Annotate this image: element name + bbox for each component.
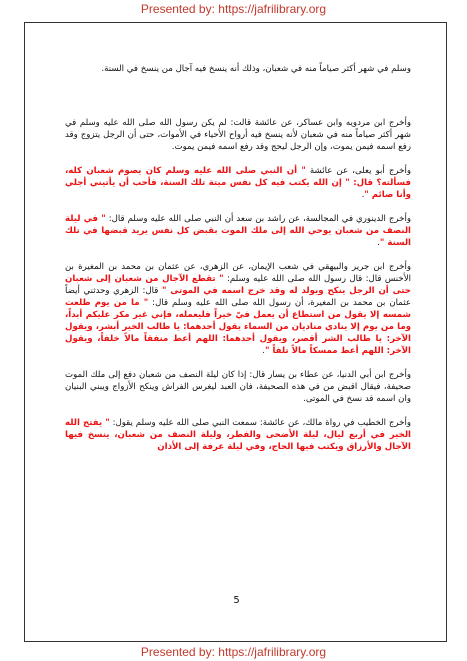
paragraph-2-text: وأخرج ابن مردويه وابن عساكر، عن عائشة قالت: لم يكن رسول الله صلى الله عليه وسلم في شهر أكثر صياماً منه في شعبان لأنه ينسخ فيه أرواح الأحياء في الأموات، حتى أن الرجل يتزوج وقد رفع اسمه فيمن يموت، وإن الرجل ليحج وقد رفع اسمه فيمن يموت. — [65, 118, 411, 152]
paragraph-5-text: وأخرج ابن جرير والبيهقي في شعب الإيمان، عن الزهري، عن عثمان بن محمد بن المغيرة بن الأخنس قال: قال رسول الله صلى الله عليه وسلم: — [65, 262, 411, 284]
paragraph-4-quote: " في ليلة النصف من شعبان يوحي الله إلى ملك الموت بقبض كل نفس يريد قبضها في تلك السنة " — [65, 214, 411, 248]
paragraph-5-end: . — [262, 346, 265, 356]
paragraph-3-text: وأخرج أبو يعلى، عن عائشة — [305, 166, 412, 176]
paragraph-7 — [65, 417, 411, 453]
paragraph-6-text: وأخرج ابن أبي الدنيا، عن عطاء بن يسار قال: إذا كان ليلة النصف من شعبان دفع إلى ملك الموت صحيفة، فيقال اقبض من في هذه الصحيفة، فان العبد ليغرس الفراش وينكح الأزواج ويبني البنيان وان اسمه قد نسخ في الموتى. — [65, 370, 411, 404]
paragraph-1-text: وسلم في شهر أكثر صياماً منه في شعبان، وذلك أنه ينسخ فيه آجال من ينسخ في السنة. — [101, 64, 411, 74]
paragraph-3-quote: " أن النبي صلى الله عليه وسلم كان يصوم شعبان كله، فسألته؟ قال: " إن الله يكتب فيه كل نفس ميتة تلك السنة، فأحب أن يأتيني أجلي وأنا صائم " — [65, 166, 411, 200]
paragraph-4-end: . — [377, 238, 380, 248]
page-number: 5 — [233, 595, 240, 606]
paragraph-2 — [65, 117, 411, 153]
document-page — [24, 22, 447, 642]
paragraph-6 — [65, 369, 411, 405]
paragraph-4-text: وأخرج الدينوري في المجالسة، عن راشد بن سعد أن النبي صلى الله عليه وسلم قال: — [105, 214, 411, 224]
paragraph-7-quote: " يفتح الله الخير في أربع ليال، ليلة الأضحى والفطر، وليلة النصف من شعبان، ينسخ فيها الآجال والأرزاق ويكتب فيها الحاج، وفي ليلة عرفة إلى الأذان — [65, 418, 411, 452]
paragraph-5-quote-2: " ما من يوم طلعت شمسه إلا يقول من استطاع أن يعمل فيّ خيراً فليعمله، فإني غير مكر عليكم أبداً، وما من يوم إلا ينادي مناديان من السماء يقول أحدهما: يا طالب الخير أبشر، ويقول الآخر: يا طالب الشر أقصر، ويقول أحدهما: اللهم أعط منفقاً مالاً خلفاً، ويقول الآخر: اللهم أعط ممسكاً مالاً تلفاً " — [65, 298, 411, 356]
page-content — [65, 63, 411, 453]
paragraph-5 — [65, 261, 411, 357]
paragraph-5-text-2: قال: الزهري وحدثني أيضاً عثمان بن محمد بن المغيرة، أن رسول الله صلى الله عليه وسلم قال: — [65, 286, 411, 308]
paragraph-1 — [65, 63, 411, 75]
footer-banner: Presented by: https://jafrilibrary.org — [140, 645, 327, 659]
paragraph-3 — [65, 165, 411, 201]
paragraph-3-end: . — [361, 190, 365, 200]
paragraph-4 — [65, 213, 411, 249]
paragraph-5-quote-1: " تقطع الآجال من شعبان إلى شعبان حتى أن الرجل ينكح ويولد له وقد خرج اسمه في الموتى " — [65, 274, 412, 296]
paragraph-7-text: وأخرج الخطيب في رواة مالك، عن عائشة: سمعت النبي صلى الله عليه وسلم يقول: — [109, 418, 412, 428]
header-banner: Presented by: https://jafrilibrary.org — [140, 2, 327, 16]
